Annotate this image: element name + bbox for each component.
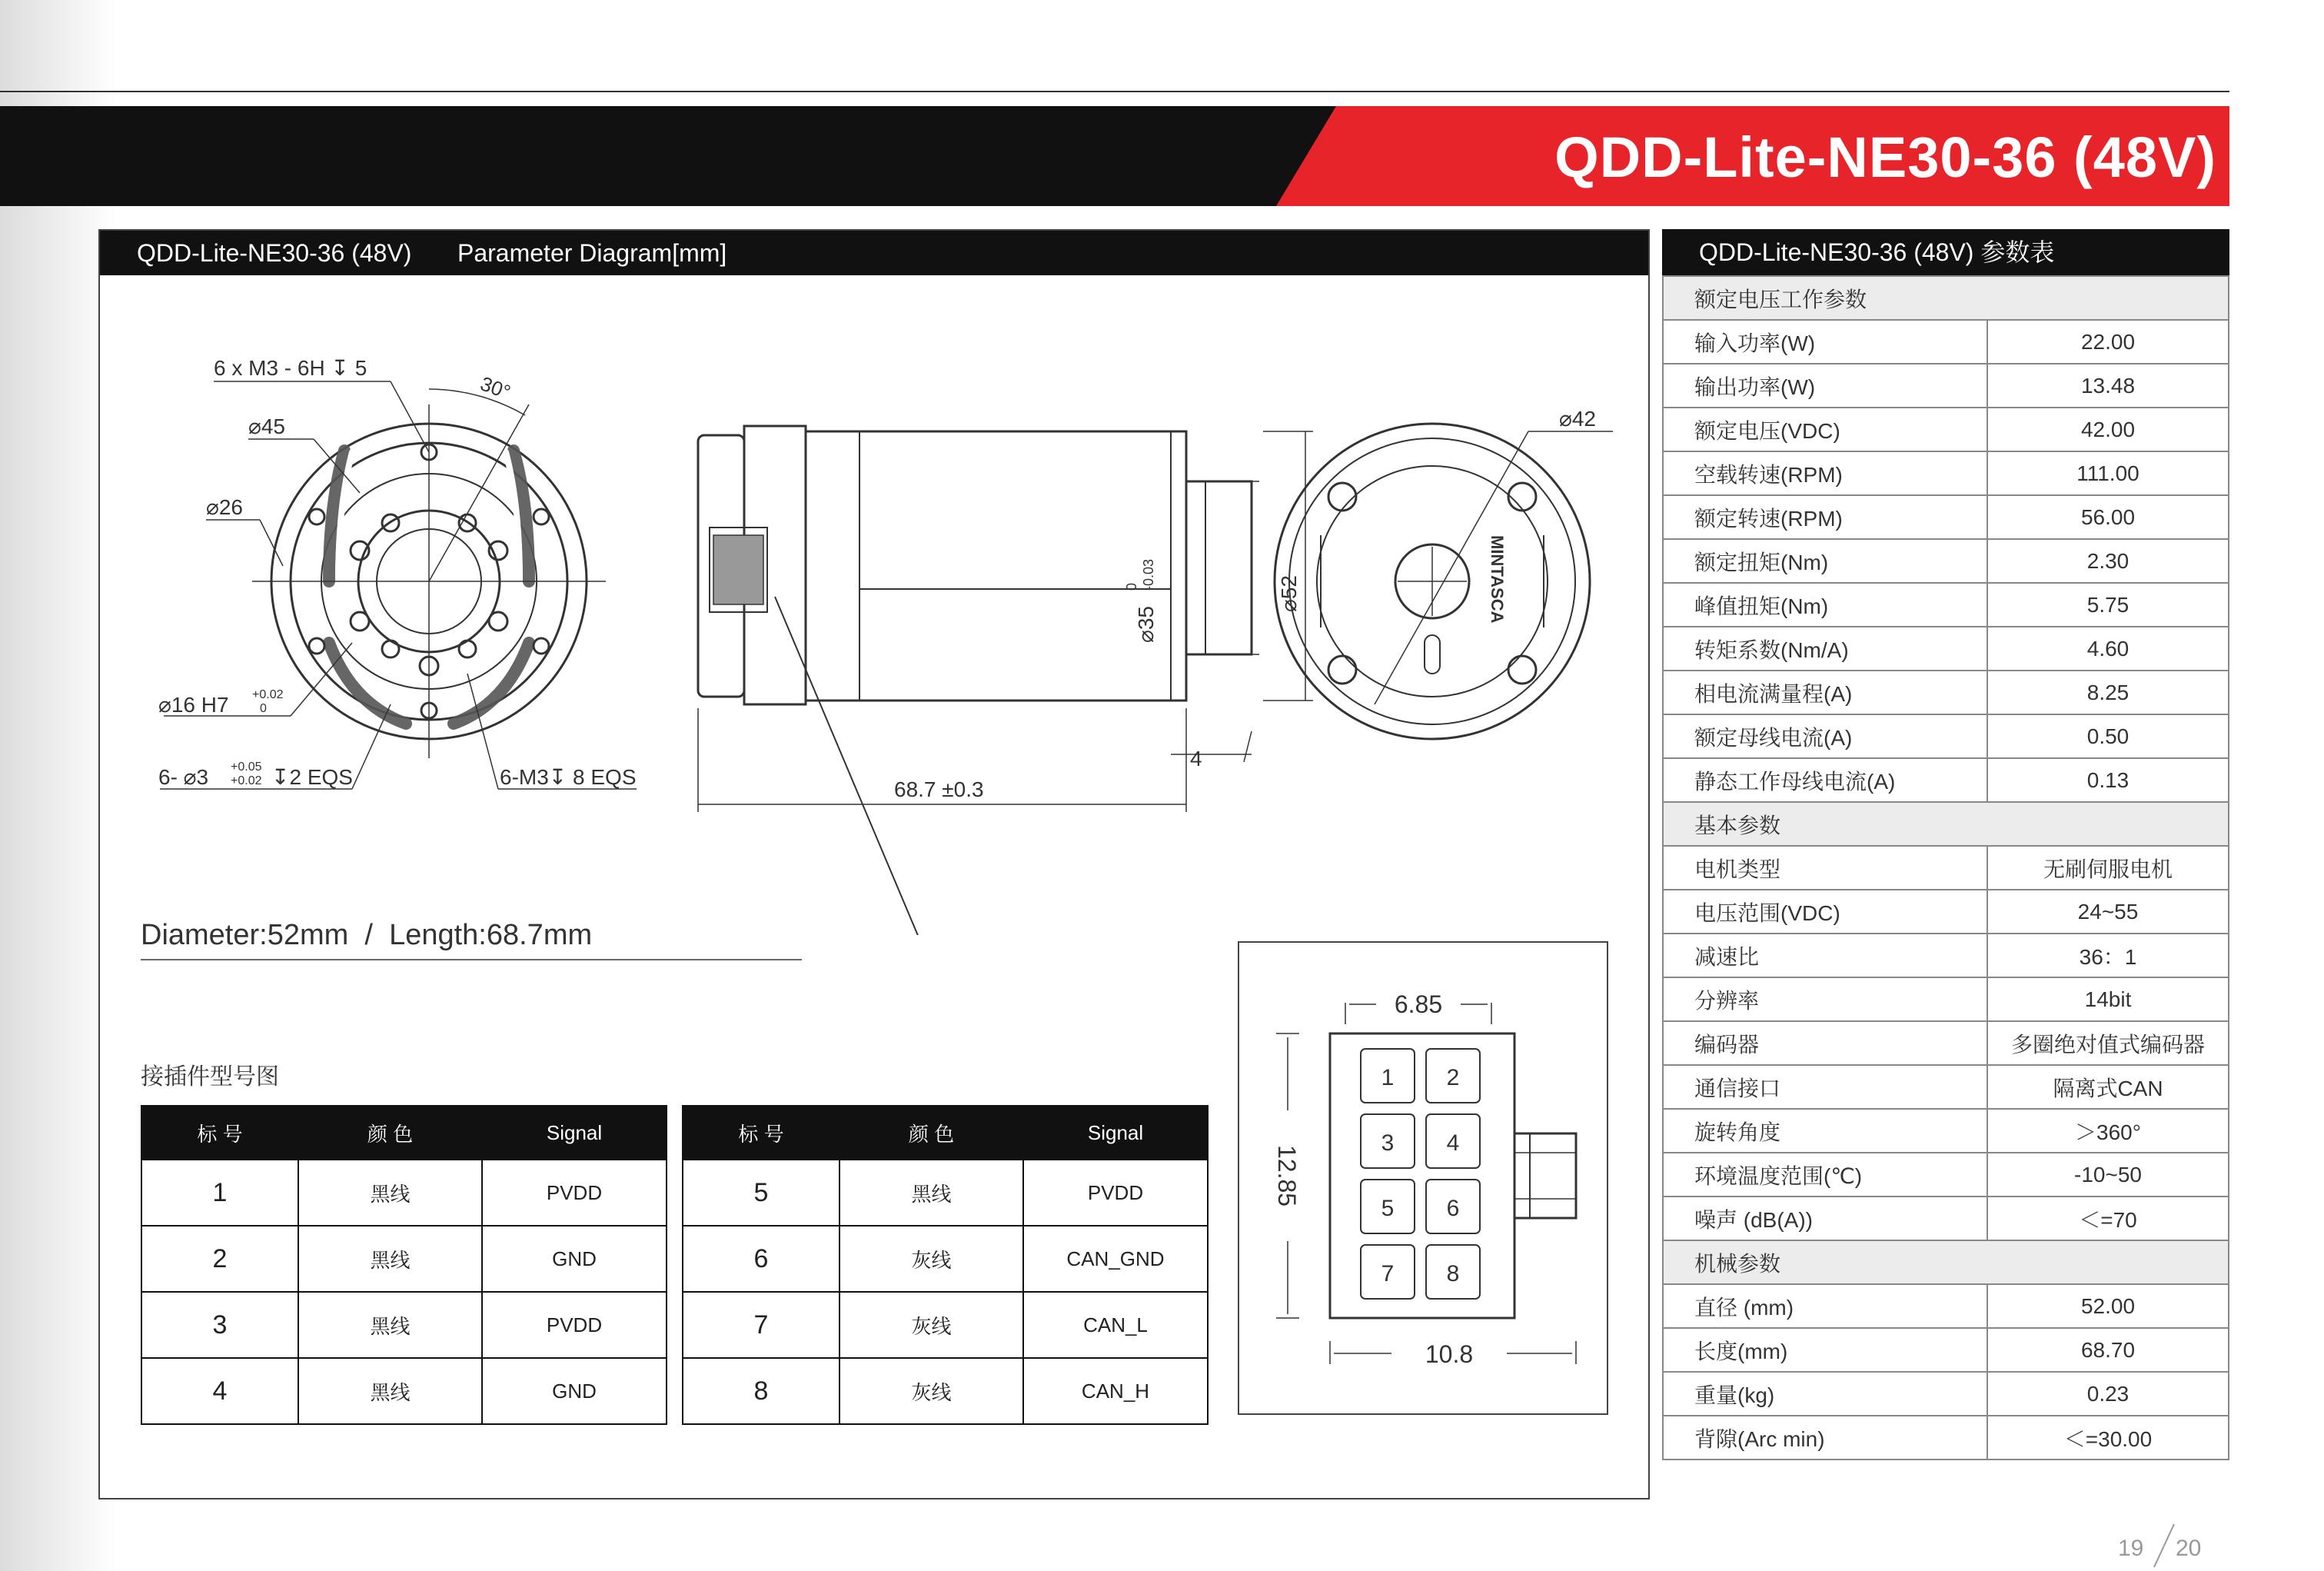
col-no-header: 标 号 xyxy=(683,1106,839,1160)
table-row xyxy=(1663,364,2229,408)
param-key: 直径 (mm) xyxy=(1663,1284,1987,1328)
page-number-left: 19 xyxy=(2118,1536,2144,1561)
table-row xyxy=(141,1358,667,1424)
connector-pin-2: 2 xyxy=(1446,1065,1460,1090)
param-key: 相电流满量程(A) xyxy=(1663,671,1987,714)
param-key: 电压范围(VDC) xyxy=(1663,890,1987,934)
table-row xyxy=(1663,583,2229,627)
rear-view xyxy=(1275,424,1613,739)
pin-table-right xyxy=(682,1105,1209,1425)
param-key: 空载转速(RPM) xyxy=(1663,451,1987,495)
page-number-divider xyxy=(2153,1523,2176,1569)
connector-drawing xyxy=(1238,941,1608,1415)
pin-color: 黑线 xyxy=(839,1160,1023,1226)
col-signal-header: Signal xyxy=(1023,1106,1208,1160)
dim-d26: ⌀26 xyxy=(206,495,244,519)
table-row xyxy=(1663,1197,2229,1240)
param-value: ＜=30.00 xyxy=(1987,1416,2229,1459)
pin-signal: PVDD xyxy=(482,1292,667,1358)
front-view xyxy=(160,381,637,789)
side-view xyxy=(698,426,1313,935)
param-value: 36：1 xyxy=(1987,934,2229,977)
pin-color: 灰线 xyxy=(839,1292,1023,1358)
param-key: 背隙(Arc min) xyxy=(1663,1416,1987,1459)
table-row xyxy=(1663,1416,2229,1459)
diagram-panel-header xyxy=(100,231,1648,275)
dim-holes-tol-upper: +0.05 xyxy=(231,761,262,774)
param-value: 42.00 xyxy=(1987,408,2229,451)
param-key: 静态工作母线电流(A) xyxy=(1663,758,1987,802)
param-value: 111.00 xyxy=(1987,451,2229,495)
table-row xyxy=(1663,1328,2229,1372)
dim-d52: ⌀52 xyxy=(1277,574,1301,612)
param-value: 无刷伺服电机 xyxy=(1987,846,2229,890)
pin-no: 8 xyxy=(683,1358,839,1424)
table-row xyxy=(1663,495,2229,539)
param-value: ＜=70 xyxy=(1987,1197,2229,1240)
dim-d35-tol-upper: 0 xyxy=(1124,582,1139,591)
pin-signal: CAN_H xyxy=(1023,1358,1208,1424)
table-row xyxy=(1663,934,2229,977)
pin-no: 1 xyxy=(141,1160,298,1226)
param-value: -10~50 xyxy=(1987,1153,2229,1197)
dim-d16-tol-lower: 0 xyxy=(260,702,267,715)
pin-no: 2 xyxy=(141,1226,298,1292)
connector-pin-3: 3 xyxy=(1381,1130,1395,1156)
table-row xyxy=(1663,758,2229,802)
param-panel-title: QDD-Lite-NE30-36 (48V) 参数表 xyxy=(1699,238,2055,266)
pin-table-header xyxy=(683,1106,1208,1160)
param-key: 额定转速(RPM) xyxy=(1663,495,1987,539)
param-value: 多圈绝对值式编码器 xyxy=(1987,1021,2229,1065)
param-key: 重量(kg) xyxy=(1663,1372,1987,1416)
table-row xyxy=(1663,714,2229,758)
connector-dim-width-top: 6.85 xyxy=(1394,990,1443,1018)
param-key: 减速比 xyxy=(1663,934,1987,977)
pin-color: 黑线 xyxy=(298,1160,482,1226)
pin-no: 3 xyxy=(141,1292,298,1358)
param-key: 环境温度范围(℃) xyxy=(1663,1153,1987,1197)
summary-rule xyxy=(141,959,802,960)
pin-signal: GND xyxy=(482,1226,667,1292)
param-key: 电机类型 xyxy=(1663,846,1987,890)
param-value: 52.00 xyxy=(1987,1284,2229,1328)
pin-no: 4 xyxy=(141,1358,298,1424)
dim-thread-top: 6 x M3 - 6H ↧ 5 xyxy=(214,356,367,380)
param-key: 编码器 xyxy=(1663,1021,1987,1065)
param-key: 长度(mm) xyxy=(1663,1328,1987,1372)
param-value: 5.75 xyxy=(1987,583,2229,627)
col-color-header: 颜 色 xyxy=(839,1106,1023,1160)
connector-pin-4: 4 xyxy=(1446,1130,1460,1156)
param-value: 14bit xyxy=(1987,977,2229,1021)
connector-pin-8: 8 xyxy=(1446,1261,1460,1286)
pin-signal: PVDD xyxy=(482,1160,667,1226)
table-row xyxy=(1663,1153,2229,1197)
table-row xyxy=(1663,408,2229,451)
table-row xyxy=(1663,1021,2229,1065)
param-table xyxy=(1662,275,2229,1460)
param-value: 24~55 xyxy=(1987,890,2229,934)
table-row xyxy=(1663,1065,2229,1109)
param-value: 0.50 xyxy=(1987,714,2229,758)
connector-pin-1: 1 xyxy=(1381,1065,1395,1090)
page-number-right: 20 xyxy=(2176,1536,2202,1561)
pin-color: 灰线 xyxy=(839,1226,1023,1292)
param-key: 噪声 (dB(A)) xyxy=(1663,1197,1987,1240)
connector-pin-5: 5 xyxy=(1381,1196,1395,1221)
table-row xyxy=(1663,890,2229,934)
table-row xyxy=(683,1292,1208,1358)
param-section-title: 基本参数 xyxy=(1663,802,2229,846)
table-row xyxy=(1663,627,2229,671)
brand-mark: MINTASCA xyxy=(1488,535,1507,624)
param-section-row xyxy=(1663,1240,2229,1284)
connector-pin-7: 7 xyxy=(1381,1261,1395,1286)
pin-signal: GND xyxy=(482,1358,667,1424)
param-value: ＞360° xyxy=(1987,1109,2229,1153)
table-row xyxy=(683,1160,1208,1226)
table-row xyxy=(1663,320,2229,364)
table-row xyxy=(1663,1284,2229,1328)
diagram-panel-title: Parameter Diagram[mm] xyxy=(457,239,727,267)
dim-d35-tol-lower: -0.03 xyxy=(1141,558,1156,591)
param-section-row xyxy=(1663,802,2229,846)
technical-drawing xyxy=(98,274,1650,935)
param-panel-header xyxy=(1662,229,2229,275)
pin-signal: CAN_L xyxy=(1023,1292,1208,1358)
param-key: 转矩系数(Nm/A) xyxy=(1663,627,1987,671)
table-row xyxy=(1663,1372,2229,1416)
table-row xyxy=(683,1226,1208,1292)
pin-color: 灰线 xyxy=(839,1358,1023,1424)
param-key: 额定扭矩(Nm) xyxy=(1663,539,1987,583)
param-key: 额定电压(VDC) xyxy=(1663,408,1987,451)
param-value: 4.60 xyxy=(1987,627,2229,671)
param-section-title: 机械参数 xyxy=(1663,1240,2229,1284)
pin-color: 黑线 xyxy=(298,1292,482,1358)
param-value: 68.70 xyxy=(1987,1328,2229,1372)
pin-no: 7 xyxy=(683,1292,839,1358)
page-title: QDD-Lite-NE30-36 (48V) xyxy=(1554,125,2216,189)
connector-pin-6: 6 xyxy=(1446,1196,1460,1221)
param-key: 输入功率(W) xyxy=(1663,320,1987,364)
dim-d16: ⌀16 H7 xyxy=(158,693,229,717)
dim-d35: ⌀35 xyxy=(1134,605,1158,643)
dim-d45: ⌀45 xyxy=(248,414,286,438)
pin-color: 黑线 xyxy=(298,1358,482,1424)
dim-holes-tol-lower: +0.02 xyxy=(231,774,262,787)
table-row xyxy=(683,1358,1208,1424)
param-value: 13.48 xyxy=(1987,364,2229,408)
param-key: 旋转角度 xyxy=(1663,1109,1987,1153)
param-key: 通信接口 xyxy=(1663,1065,1987,1109)
dim-d42: ⌀42 xyxy=(1559,407,1597,431)
pin-signal: PVDD xyxy=(1023,1160,1208,1226)
param-key: 峰值扭矩(Nm) xyxy=(1663,583,1987,627)
dim-angle: 30° xyxy=(477,371,514,404)
table-row xyxy=(141,1292,667,1358)
table-row xyxy=(1663,451,2229,495)
col-no-header: 标 号 xyxy=(141,1106,298,1160)
pin-color: 黑线 xyxy=(298,1226,482,1292)
param-section-row xyxy=(1663,276,2229,320)
diagram-panel-model: QDD-Lite-NE30-36 (48V) xyxy=(137,239,412,267)
dimension-summary: Diameter:52mm / Length:68.7mm xyxy=(141,919,593,951)
connector-dim-width-bottom: 10.8 xyxy=(1425,1340,1474,1368)
param-section-title: 额定电压工作参数 xyxy=(1663,276,2229,320)
dim-four: 4 xyxy=(1190,747,1202,771)
col-color-header: 颜 色 xyxy=(298,1106,482,1160)
param-value: 22.00 xyxy=(1987,320,2229,364)
param-value: 隔离式CAN xyxy=(1987,1065,2229,1109)
table-row xyxy=(141,1226,667,1292)
table-row xyxy=(1663,977,2229,1021)
pin-no: 5 xyxy=(683,1160,839,1226)
table-row xyxy=(1663,539,2229,583)
param-value: 8.25 xyxy=(1987,671,2229,714)
param-key: 额定母线电流(A) xyxy=(1663,714,1987,758)
table-row xyxy=(1663,1109,2229,1153)
connector-dim-height: 12.85 xyxy=(1273,1144,1301,1207)
pin-table-left xyxy=(141,1105,667,1425)
pin-signal: CAN_GND xyxy=(1023,1226,1208,1292)
param-value: 56.00 xyxy=(1987,495,2229,539)
dim-holes-prefix: 6- ⌀3 xyxy=(158,765,209,789)
pin-table-header xyxy=(141,1106,667,1160)
param-value: 0.23 xyxy=(1987,1372,2229,1416)
pin-no: 6 xyxy=(683,1226,839,1292)
connector-title: 接插件型号图 xyxy=(141,1064,279,1090)
top-rule xyxy=(0,91,2229,92)
param-key: 输出功率(W) xyxy=(1663,364,1987,408)
param-key: 分辨率 xyxy=(1663,977,1987,1021)
param-value: 2.30 xyxy=(1987,539,2229,583)
table-row xyxy=(141,1160,667,1226)
table-row xyxy=(1663,671,2229,714)
dim-m3-eqs: 6-M3↧ 8 EQS xyxy=(500,765,637,789)
param-value: 0.13 xyxy=(1987,758,2229,802)
dim-d16-tol-upper: +0.02 xyxy=(252,688,284,701)
table-row xyxy=(1663,846,2229,890)
dim-holes-suffix: ↧2 EQS xyxy=(271,765,353,789)
col-signal-header: Signal xyxy=(482,1106,667,1160)
dim-length: 68.7 ±0.3 xyxy=(894,777,984,801)
